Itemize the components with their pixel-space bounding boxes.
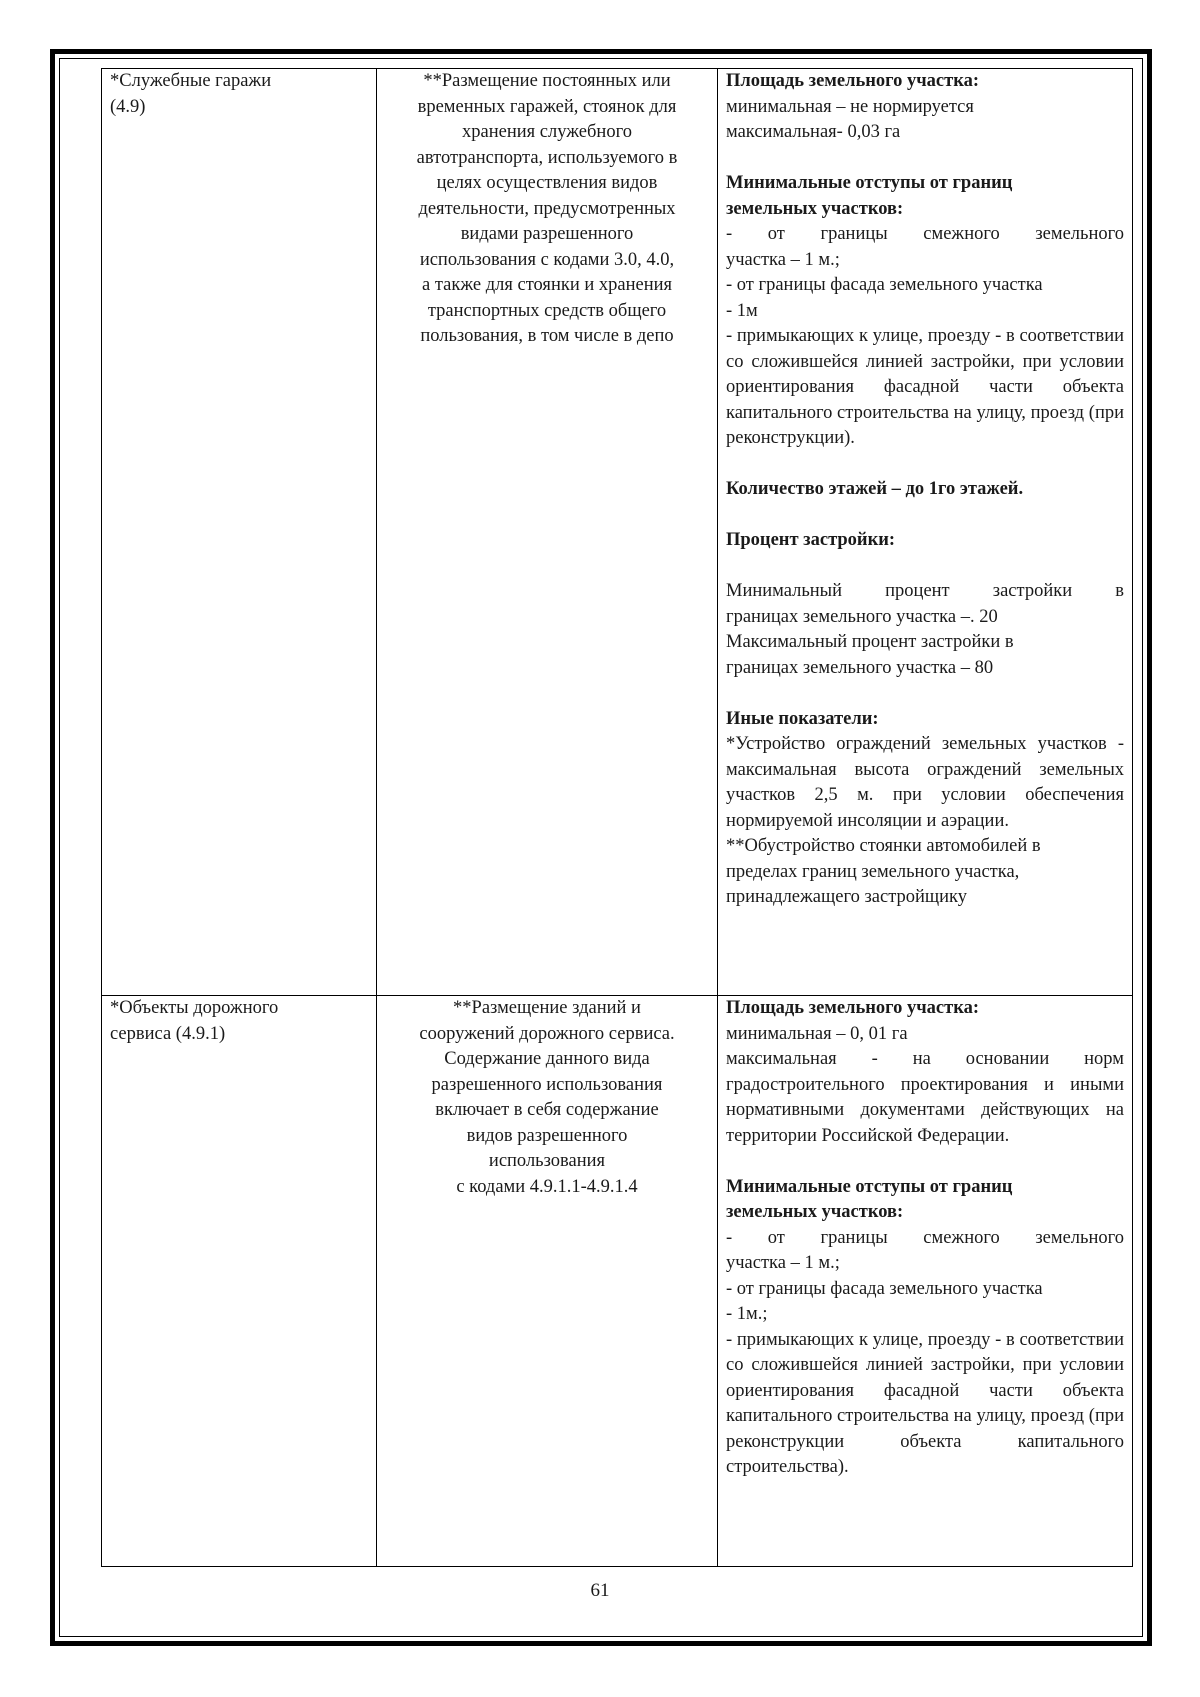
setback-facade: - 1м <box>726 300 758 321</box>
area-max: максимальная - на основании норм градостроительного проектирования и иными нормативными документами действующих на территории Российской Федерации. <box>726 1049 1124 1146</box>
description-line: хранения служебного <box>462 122 632 142</box>
setbacks-heading: Минимальные отступы от границ <box>726 1176 1013 1197</box>
use-name-line: сервиса (4.9.1) <box>110 1023 226 1044</box>
setbacks-heading: земельных участков: <box>726 1202 904 1222</box>
setbacks-heading: земельных участков: <box>726 198 904 219</box>
description-line: автотранспорта, используемого в <box>416 147 678 168</box>
setback-adjacent: - от границы смежного земельного <box>726 1227 1124 1248</box>
description-line: деятельности, предусмотренных <box>418 198 676 219</box>
setback-street: - примыкающих к улице, проезду - в соответствии со сложившейся линией застройки, при условии ориентирования фасадной части объекта капитального строительства на улицу, проезд (при реконструкции). <box>726 326 1124 448</box>
use-name-cell <box>102 69 377 996</box>
area-min: минимальная – 0, 01 га <box>726 1023 908 1044</box>
use-name-line: *Объекты дорожного <box>110 998 279 1018</box>
setback-facade: - от границы фасада земельного участка <box>726 275 1043 295</box>
description-line: **Размещение постоянных или <box>423 71 671 91</box>
other-heading: Иные показатели: <box>726 708 879 729</box>
description-line: видов разрешенного <box>466 1125 628 1146</box>
description-line: разрешенного использования <box>431 1074 663 1095</box>
setbacks-heading: Минимальные отступы от границ <box>726 173 1013 193</box>
description-line: транспортных средств общего <box>427 300 667 321</box>
description-line: видами разрешенного <box>460 224 634 244</box>
description-line: сооружений дорожного сервиса. <box>419 1023 675 1044</box>
percent-min: границах земельного участка –. 20 <box>726 606 998 627</box>
setback-facade: - 1м.; <box>726 1304 768 1324</box>
parking-requirement: принадлежащего застройщику <box>726 887 968 907</box>
area-heading: Площадь земельного участка: <box>726 71 980 91</box>
fence-requirement: *Устройство ограждений земельных участков - максимальная высота ограждений земельных участков 2,5 м. при условии обеспечения нормируемой инсоляции и аэрации. <box>726 734 1124 831</box>
description-line: включает в себя содержание <box>435 1100 659 1120</box>
use-name-cell <box>102 996 377 1567</box>
parking-requirement: **Обустройство стоянки автомобилей в <box>726 836 1041 856</box>
parameters-cell <box>718 996 1133 1567</box>
description-line: а также для стоянки и хранения <box>421 275 673 295</box>
percent-max: Максимальный процент застройки в <box>726 632 1014 652</box>
description-line: пользования, в том числе в депо <box>420 326 674 346</box>
description-line: **Размещение зданий и <box>453 998 641 1018</box>
setback-adjacent: участка – 1 м.; <box>726 1253 840 1273</box>
description-line: с кодами 4.9.1.1-4.9.1.4 <box>456 1176 638 1197</box>
parameters-cell <box>718 69 1133 996</box>
percent-heading: Процент застройки: <box>726 530 896 550</box>
parking-requirement: пределах границ земельного участка, <box>726 861 1020 882</box>
percent-max: границах земельного участка – 80 <box>726 657 994 678</box>
description-line: использования <box>488 1151 606 1171</box>
table-row <box>102 69 1133 996</box>
description-line: целях осуществления видов <box>436 173 658 193</box>
use-name-line: *Служебные гаражи <box>110 71 272 91</box>
page-number: 61 <box>590 1580 610 1601</box>
description-line: использования с кодами 3.0, 4.0, <box>419 249 675 270</box>
area-heading: Площадь земельного участка: <box>726 998 980 1018</box>
land-use-table <box>101 68 1133 1567</box>
percent-min: Минимальный процент застройки в <box>726 581 1124 601</box>
area-max: максимальная- 0,03 га <box>726 122 901 142</box>
setback-adjacent: участка – 1 м.; <box>726 249 840 270</box>
use-description-cell <box>377 69 718 996</box>
use-name-line: (4.9) <box>110 96 146 117</box>
floors-limit: Количество этажей – до 1го этажей. <box>726 479 1024 499</box>
setback-facade: - от границы фасада земельного участка <box>726 1278 1043 1299</box>
setback-adjacent: - от границы смежного земельного <box>726 224 1124 244</box>
table-row <box>102 996 1133 1567</box>
setback-street: - примыкающих к улице, проезду - в соответствии со сложившейся линией застройки, при условии ориентирования фасадной части объекта капитального строительства на улицу, проезд (при реконструкции объекта капитального строительства). <box>726 1329 1124 1477</box>
description-line: Содержание данного вида <box>444 1049 650 1069</box>
description-line: временных гаражей, стоянок для <box>417 96 677 117</box>
area-min: минимальная – не нормируется <box>726 96 974 117</box>
use-description-cell <box>377 996 718 1567</box>
